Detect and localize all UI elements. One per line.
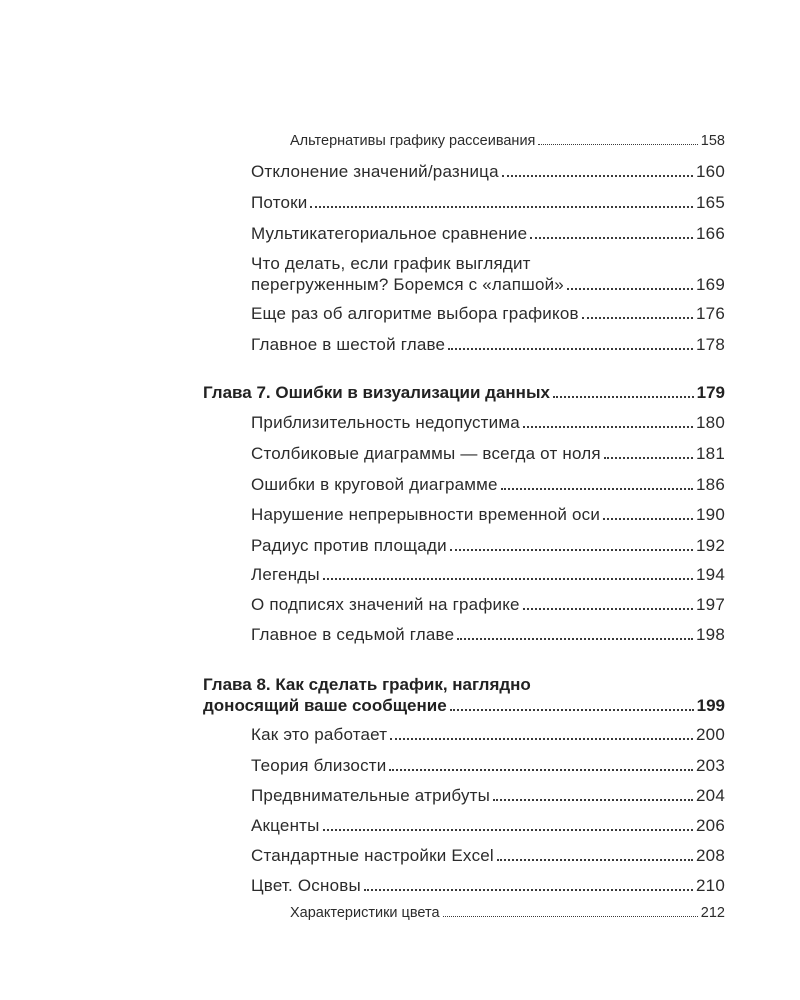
toc-entry[interactable]: [251, 224, 725, 244]
dot-leader: [582, 317, 693, 319]
dot-leader: [389, 769, 693, 771]
toc-entry-page: 180: [696, 413, 725, 432]
toc-entry[interactable]: [251, 253, 725, 295]
toc-entry[interactable]: [251, 304, 725, 324]
toc-entry-title: Характеристики цвета: [290, 905, 440, 921]
toc-entry-title: Теория близости: [251, 756, 387, 775]
toc-entry[interactable]: [251, 725, 725, 745]
dot-leader: [323, 578, 693, 580]
toc-entry-title: Ошибки в круговой диаграмме: [251, 475, 498, 494]
toc-entry[interactable]: [251, 536, 725, 556]
dot-leader: [501, 488, 693, 490]
toc-entry-title: Цвет. Основы: [251, 876, 361, 895]
toc-entry-page: 165: [696, 193, 725, 212]
toc-chapter-page: 179: [696, 383, 725, 402]
dot-leader: [390, 738, 693, 740]
toc-entry-title: Легенды: [251, 565, 320, 584]
toc-entry-page: 204: [696, 786, 725, 805]
toc-entry-page: 200: [696, 725, 725, 744]
toc-chapter-title: Глава 8. Как сделать график, наглядно: [203, 675, 531, 694]
dot-leader: [450, 549, 693, 551]
toc-entry[interactable]: [251, 193, 725, 213]
toc-entry[interactable]: [251, 565, 725, 585]
toc-entry-page: 203: [696, 756, 725, 775]
toc-entry-title: Главное в шестой главе: [251, 335, 446, 354]
toc-chapter-page: 199: [696, 696, 725, 715]
toc-entry-title: Как это работает: [251, 725, 388, 744]
toc-entry-page: 181: [696, 444, 725, 463]
toc-chapter[interactable]: [203, 383, 725, 403]
toc-entry[interactable]: [251, 846, 725, 866]
toc-entry-title: Что делать, если график выглядит: [251, 254, 531, 273]
dot-leader: [567, 288, 693, 290]
toc-entry-page: 208: [696, 846, 725, 865]
toc-entry-page: 160: [696, 162, 725, 181]
dot-leader: [538, 144, 697, 145]
dot-leader: [603, 518, 693, 520]
toc-entry[interactable]: [251, 876, 725, 896]
dot-leader: [493, 799, 693, 801]
toc-entry-title: Главное в седьмой главе: [251, 625, 455, 644]
dot-leader: [523, 426, 693, 428]
dot-leader: [530, 237, 693, 239]
toc-entry[interactable]: [251, 475, 725, 495]
toc-entry-page: 197: [696, 595, 725, 614]
toc-entry-page: 158: [700, 133, 725, 149]
toc-entry[interactable]: [251, 505, 725, 525]
toc-chapter[interactable]: [203, 674, 725, 716]
toc-entry-title: Стандартные настройки Excel: [251, 846, 494, 865]
dot-leader: [364, 889, 693, 891]
toc-entry-title: Потоки: [251, 193, 308, 212]
dot-leader: [523, 608, 693, 610]
toc-entry[interactable]: [290, 905, 725, 921]
toc-entry-page: 178: [696, 335, 725, 354]
toc-entry[interactable]: [251, 786, 725, 806]
toc-entry-page: 210: [696, 876, 725, 895]
toc-entry[interactable]: [251, 756, 725, 776]
toc-entry-page: 192: [696, 536, 725, 555]
toc-entry-page: 194: [696, 565, 725, 584]
toc-entry[interactable]: [251, 444, 725, 464]
toc-entry-title: Столбиковые диаграммы — всегда от ноля: [251, 444, 601, 463]
toc-entry-title: Акценты: [251, 816, 320, 835]
toc-chapter-title-cont: доносящий ваше сообщение: [203, 696, 447, 715]
toc-chapter-title: Глава 7. Ошибки в визуализации данных: [203, 383, 550, 402]
toc-entry[interactable]: [251, 335, 725, 355]
toc-entry-title: О подписях значений на графике: [251, 595, 520, 614]
toc-entry-title-cont: перегруженным? Боремся с «лапшой»: [251, 275, 564, 294]
toc-entry-page: 206: [696, 816, 725, 835]
dot-leader: [448, 348, 693, 350]
toc-entry-title: Еще раз об алгоритме выбора графиков: [251, 304, 579, 323]
toc-entry-title: Предвнимательные атрибуты: [251, 786, 491, 805]
dot-leader: [323, 829, 693, 831]
toc-entry-title: Приблизительность недопустима: [251, 413, 520, 432]
toc-entry[interactable]: [251, 625, 725, 645]
toc-entry-title: Отклонение значений/разница: [251, 162, 499, 181]
toc-entry-page: 186: [696, 475, 725, 494]
toc-entry-page: 176: [696, 304, 725, 323]
dot-leader: [502, 175, 693, 177]
dot-leader: [443, 916, 698, 917]
dot-leader: [497, 859, 693, 861]
toc-entry[interactable]: [251, 816, 725, 836]
toc-entry[interactable]: [251, 595, 725, 615]
toc-entry-page: 190: [696, 505, 725, 524]
toc-entry-page: 169: [696, 275, 725, 294]
toc-entry-title: Мультикатегориальное сравнение: [251, 224, 528, 243]
toc-entry[interactable]: [251, 162, 725, 182]
toc-entry-title: Альтернативы графику рассеивания: [290, 133, 536, 149]
dot-leader: [450, 709, 694, 711]
dot-leader: [553, 396, 694, 398]
toc-entry-title: Радиус против площади: [251, 536, 447, 555]
toc-entry-title: Нарушение непрерывности временной оси: [251, 505, 601, 524]
dot-leader: [604, 457, 693, 459]
dot-leader: [457, 638, 693, 640]
dot-leader: [310, 206, 693, 208]
toc-entry-page: 166: [696, 224, 725, 243]
toc-entry-page: 198: [696, 625, 725, 644]
toc-entry[interactable]: [290, 133, 725, 149]
toc-entry[interactable]: [251, 413, 725, 433]
toc-entry-page: 212: [700, 905, 725, 921]
